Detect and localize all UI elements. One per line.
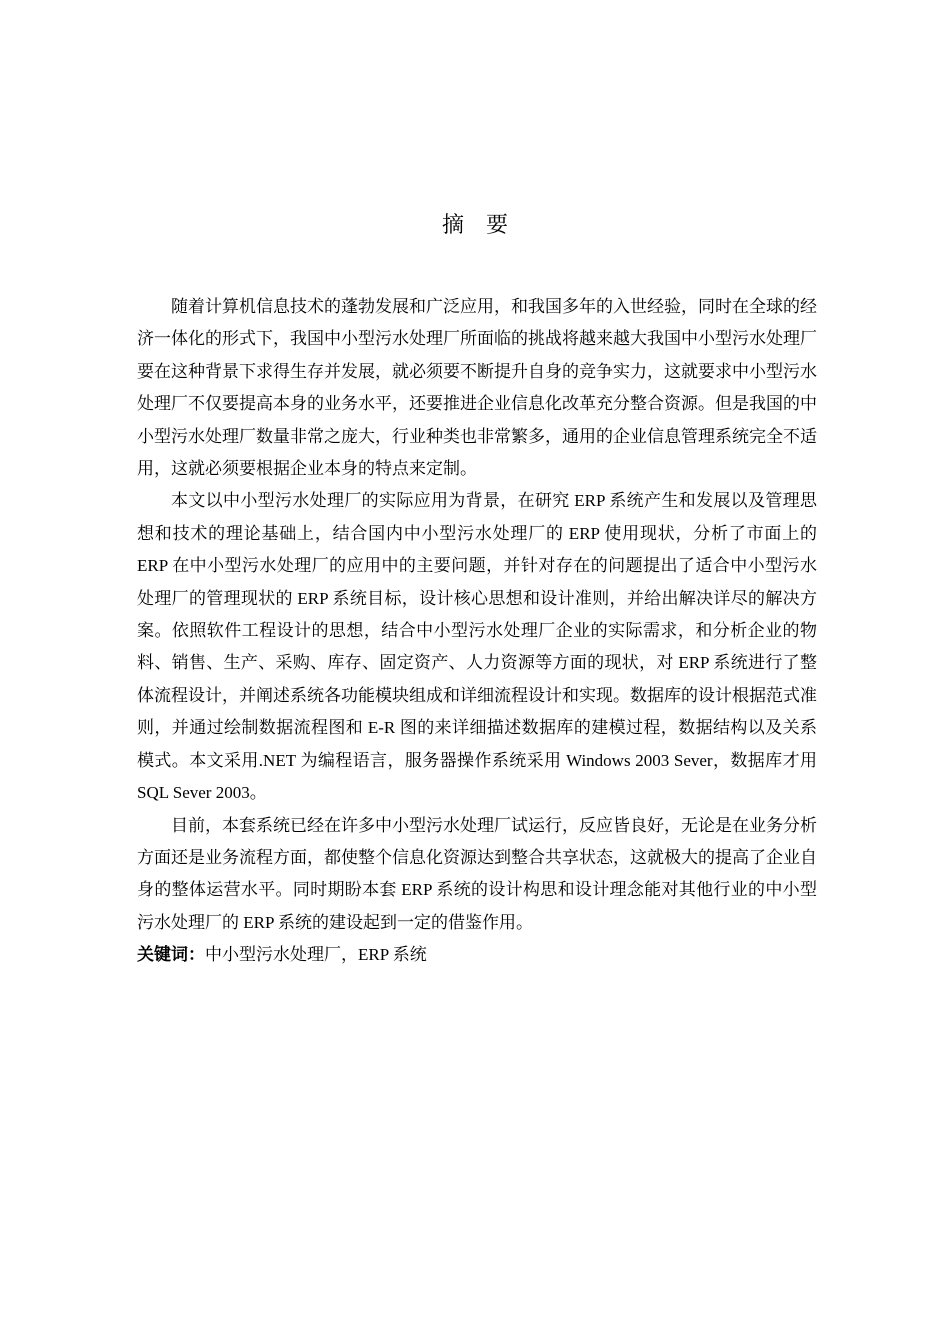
abstract-body	[137, 291, 817, 971]
keywords-value: 中小型污水处理厂，ERP 系统	[205, 945, 427, 965]
abstract-paragraph-3: 目前，本套系统已经在许多中小型污水处理厂试运行，反应皆良好，无论是在业务分析方面还是业务流程方面，都使整个信息化资源达到整合共享状态，这就极大的提高了企业自身的整体运营水平。同时期盼本套 ERP 系统的设计构思和设计理念能对其他行业的中小型污水处理厂的 ERP 系统的建设起到一定的借鉴作用。	[137, 815, 817, 932]
abstract-paragraph-2: 本文以中小型污水处理厂的实际应用为背景，在研究 ERP 系统产生和发展以及管理思想和技术的理论基础上，结合国内中小型污水处理厂的 ERP 使用现状，分析了市面上的 ERP 在中小型污水处理厂的应用中的主要问题，并针对存在的问题提出了适合中小型污水处理厂的管理现状的 ERP 系统目标，设计核心思想和设计准则，并给出解决详尽的解决方案。依照软件工程设计的思想，结合中小型污水处理厂企业的实际需求，和分析企业的物料、销售、生产、采购、库存、固定资产、人力资源等方面的现状，对 ERP 系统进行了整体流程设计，并阐述系统各功能模块组成和详细流程设计和实现。数据库的设计根据范式准则，并通过绘制数据流程图和 E-R 图的来详细描述数据库的建模过程，数据结构以及关系模式。本文采用.NET 为编程语言，服务器操作系统采用 Windows 2003 Sever，数据库才用 SQL Sever 2003。	[137, 491, 817, 803]
abstract-title: 摘要	[441, 213, 530, 238]
keywords-line	[137, 939, 817, 971]
keywords-label: 关键词：	[137, 945, 205, 966]
abstract-paragraph-1: 随着计算机信息技术的蓬勃发展和广泛应用，和我国多年的入世经验，同时在全球的经济一体化的形式下，我国中小型污水处理厂所面临的挑战将越来越大我国中小型污水处理厂要在这种背景下求得生存并发展，就必须要不断提升自身的竞争实力，这就要求中小型污水处理厂不仅要提高本身的业务水平，还要推进企业信息化改革充分整合资源。但是我国的中小型污水处理厂数量非常之庞大，行业种类也非常繁多，通用的企业信息管理系统完全不适用，这就必须要根据企业本身的特点来定制。	[137, 297, 817, 479]
